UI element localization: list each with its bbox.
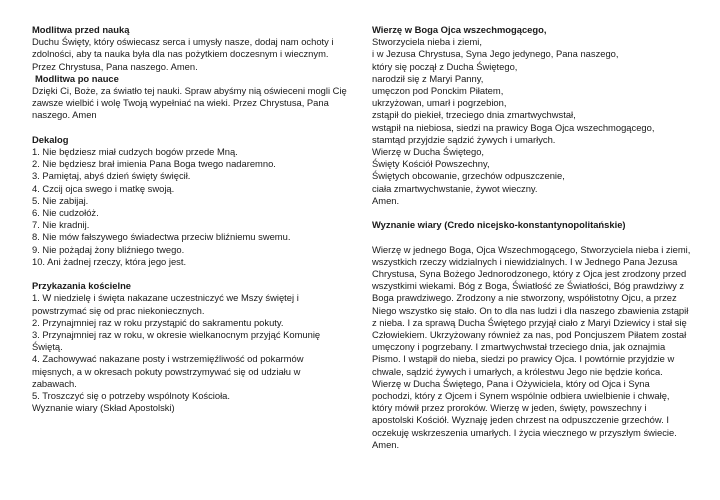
prayer-after-line: naszego. Amen [32, 109, 97, 121]
commandment-item: 1. Nie będziesz miał cudzych bogów przede Mną. [32, 146, 238, 158]
nicene-creed [372, 219, 694, 451]
commandment-item: 3. Pamiętaj, abyś dzień święty święcił. [32, 170, 191, 182]
creed-line: Wierzę w Ducha Świętego, [372, 146, 485, 158]
prayer-after-lesson [32, 73, 352, 122]
creed-line: ciała zmartwychwstanie, żywot wieczny. [372, 182, 538, 194]
nicene-line: chwale, sądzić żywych i umarłych, a królestwu Jego nie będzie końca. [372, 365, 663, 377]
creed-line: umęczon pod Ponckim Piłatem, [372, 85, 504, 97]
precept-line: 1. W niedzielę i święta nakazane uczestniczyć we Mszy świętej i [32, 292, 299, 304]
commandment-item: 9. Nie pożądaj żony bliźniego twego. [32, 243, 185, 255]
apostles-creed-heading: Wyznanie wiary (Skład Apostolski) [32, 402, 175, 414]
precept-line: powstrzymać się od prac niekoniecznych. [32, 304, 205, 316]
nicene-line: umęczony i pogrzebany. I zmartwychwstał trzeciego dnia, jak oznajmia [372, 341, 666, 353]
creed-line: stamtąd przyjdzie sądzić żywych i umarłych. [372, 133, 556, 145]
prayer-before-line: Przez Chrystusa, Pana naszego. Amen. [32, 60, 198, 72]
creed-line: zstąpił do piekieł, trzeciego dnia zmartwychwstał, [372, 109, 576, 121]
nicene-line: Boga prawdziwego. Zrodzony a nie stworzony, współistotny Ojcu, a przez [372, 292, 677, 304]
nicene-line: Wierzę w Ducha Świętego, Pana i Ożywiciela, który od Ojca i Syna [372, 377, 650, 389]
left-column [32, 24, 352, 414]
nicene-line: wszystkich rzeczy widzialnych i niewidzialnych. I w Jednego Pana Jezusa [372, 255, 678, 267]
nicene-line: oczekuję wskrzeszenia umarłych. I życia wiecznego w przyszłym świecie. [372, 426, 677, 438]
nicene-line: Chrystusa, Syna Bożego Jednorodzonego, który z Ojca jest zrodzony przed [372, 268, 687, 280]
commandment-item: 6. Nie cudzołóż. [32, 207, 99, 219]
nicene-line: Człowiekiem. Ukrzyżowany również za nas, pod Poncjuszem Piłatem został [372, 329, 687, 341]
nicene-line: pochodzi, który z Ojcem i Synem wspólnie odbiera uwielbienie i chwałę, [372, 390, 670, 402]
spacer [372, 231, 694, 243]
creed-line: Święty Kościół Powszechny, [372, 158, 490, 170]
prayer-after-line: zawsze wielbić i wolę Twoją wypełniać na wieki. Przez Chrystusa, Pana [32, 97, 329, 109]
church-precepts-title: Przykazania kościelne [32, 280, 132, 292]
nicene-line: Niego wszystko się stało. On to dla nas ludzi i dla naszego zbawienia zstąpił [372, 304, 689, 316]
commandment-item: 10. Ani żadnej rzeczy, która jego jest. [32, 255, 187, 267]
precept-line: 4. Zachowywać nakazane posty i wstrzemięźliwość od pokarmów [32, 353, 304, 365]
prayer-before-lesson [32, 24, 352, 73]
commandment-item: 2. Nie będziesz brał imienia Pana Boga twego nadaremno. [32, 158, 276, 170]
prayer-after-line: Dzięki Ci, Boże, za światło tej nauki. Spraw abyśmy nią oświeceni mogli Cię [32, 85, 347, 97]
creed-line: Świętych obcowanie, grzechów odpuszczenie, [372, 170, 565, 182]
precept-line: 5. Troszczyć się o potrzeby wspólnoty Kościoła. [32, 390, 231, 402]
apostles-creed [372, 24, 694, 207]
prayer-before-title: Modlitwa przed nauką [32, 24, 130, 35]
nicene-line: Pismo. I wstąpił do nieba, siedzi po prawicy Ojca. I powtórnie przyjdzie w [372, 353, 675, 365]
prayer-before-line: Duchu Święty, który oświecasz serca i umysły nasze, dodaj nam ochoty i [32, 36, 334, 48]
creed-line: który się począł z Ducha Świętego, [372, 60, 518, 72]
nicene-line: Wierzę w jednego Boga, Ojca Wszechmogącego, Stworzyciela nieba i ziemi, [372, 243, 691, 255]
decalogue [32, 134, 352, 268]
creed-line: Stworzyciela nieba i ziemi, [372, 36, 482, 48]
commandment-item: 4. Czcij ojca swego i matkę swoją. [32, 182, 175, 194]
prayer-after-title: Modlitwa po nauce [35, 72, 119, 84]
commandment-item: 8. Nie mów fałszywego świadectwa przeciw bliźniemu swemu. [32, 231, 291, 243]
creed-line: wstąpił na niebiosa, siedzi na prawicy Boga Ojca wszechmogącego, [372, 121, 655, 133]
nicene-line: apostolski Kościół. Wyznaję jeden chrzest na odpuszczenie grzechów. I [372, 414, 669, 426]
nicene-line: który mówił przez proroków. Wierzę w jeden, święty, powszechny i [372, 402, 647, 414]
spacer [372, 207, 694, 219]
church-precepts [32, 280, 352, 414]
nicene-line: z nieba. I za sprawą Ducha Świętego przyjął ciało z Maryi Dziewicy i stał się [372, 316, 687, 328]
apostles-creed-title: Wierzę w Boga Ojca wszechmogącego, [372, 24, 547, 35]
prayer-before-line: zdolności, aby ta nauka była dla nas pożytkiem doczesnym i wiecznym. [32, 48, 329, 60]
precept-line: mięsnych, a w okresach pokuty powstrzymywać się od udziału w [32, 365, 301, 377]
decalogue-title: Dekalog [32, 133, 69, 145]
creed-line: narodził się z Maryi Panny, [372, 72, 484, 84]
commandment-item: 5. Nie zabijaj. [32, 194, 89, 206]
precept-line: Świętą. [32, 341, 63, 353]
precept-line: zabawach. [32, 377, 77, 389]
precept-line: 3. Przynajmniej raz w roku, w okresie wielkanocnym przyjąć Komunię [32, 329, 321, 341]
nicene-creed-title: Wyznanie wiary (Credo nicejsko-konstantynopolitańskie) [372, 219, 626, 231]
nicene-line: Amen. [372, 438, 400, 450]
commandment-item: 7. Nie kradnij. [32, 219, 90, 231]
right-column [372, 24, 694, 451]
spacer [32, 122, 352, 134]
creed-line: Amen. [372, 194, 400, 206]
precept-line: 2. Przynajmniej raz w roku przystąpić do sakramentu pokuty. [32, 316, 284, 328]
creed-line: ukrzyżowan, umarł i pogrzebion, [372, 97, 507, 109]
creed-line: i w Jezusa Chrystusa, Syna Jego jedynego, Pana naszego, [372, 48, 619, 60]
nicene-line: wszystkimi wiekami. Bóg z Boga, Światłość ze Światłości, Bóg prawdziwy z [372, 280, 685, 292]
spacer [32, 268, 352, 280]
